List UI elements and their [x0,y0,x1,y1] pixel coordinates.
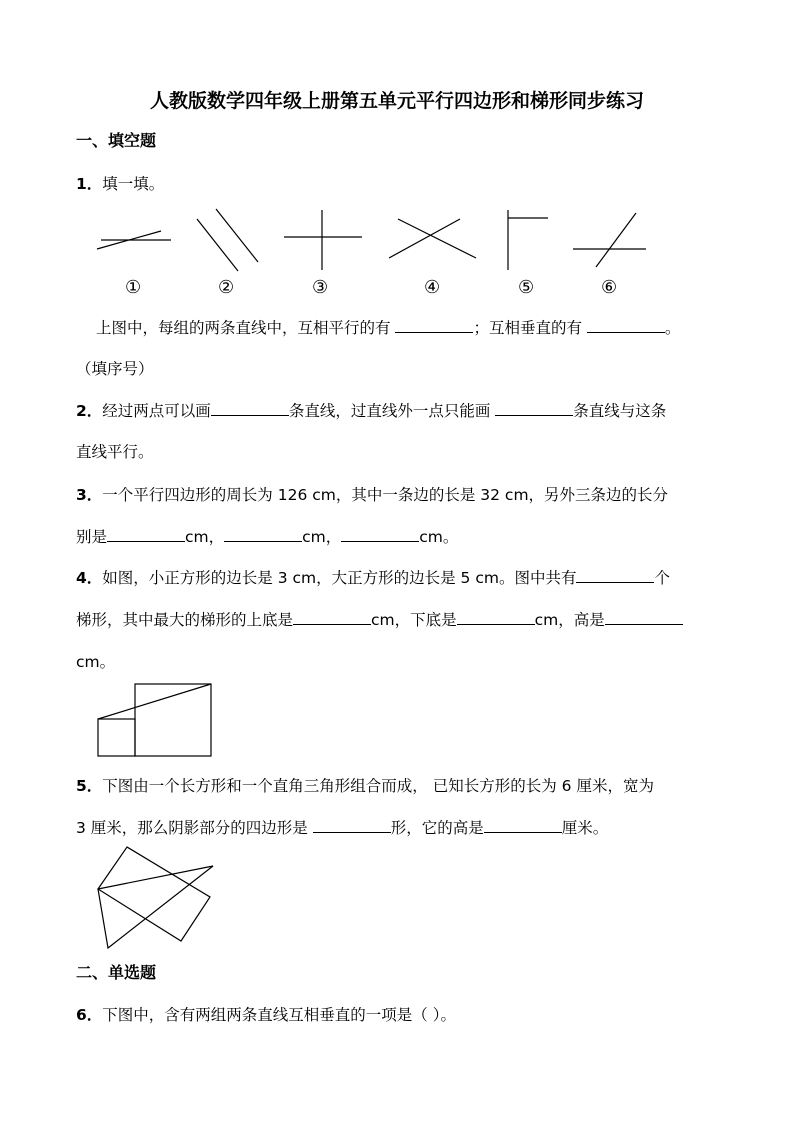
squares-figure [98,684,211,756]
question-2: 2．经过两点可以画 条直线，过直线外一点只能画 条直线与这条 [76,402,667,420]
blank-parallel[interactable] [395,318,473,333]
section-heading-fill-blanks: 一、填空题 [76,131,157,150]
diagonal-line [98,684,211,719]
blank-q4-bottom[interactable] [457,610,535,625]
label-2: ② [218,277,235,298]
rectangle-triangle-figure [98,847,213,948]
blank-q5-shape[interactable] [313,818,391,833]
question-text: 填一填。 [102,175,165,193]
label-4: ④ [424,277,441,298]
question-4-cont: 梯形，其中最大的梯形的上底是 cm，下底是 cm，高是 [76,608,683,630]
question-1-note: （填序号） [76,360,154,378]
section-heading-single-choice: 二、单选题 [76,963,157,982]
page-title: 人教版数学四年级上册第五单元平行四边形和梯形同步练习 [149,90,644,112]
blank-q2-1[interactable] [211,401,289,416]
blank-q4-count[interactable] [576,568,654,583]
blank-q4-top[interactable] [293,610,371,625]
question-5: 5．下图由一个长方形和一个直角三角形组合而成， 已知长方形的长为 6 厘米，宽为 [76,777,654,795]
question-1-fill-line: 上图中，每组的两条直线中，互相平行的有 ；互相垂直的有 。 [96,319,681,337]
question-2-cont: 直线平行。 [76,443,154,461]
label-6: ⑥ [601,277,618,298]
question-3-cont: 别是 cm， cm， cm。 [76,528,459,546]
rectangle [98,847,210,941]
small-square [98,719,135,756]
blank-q2-2[interactable] [495,401,573,416]
blank-q3-3[interactable] [341,527,419,542]
right-triangle [98,866,213,948]
large-square [135,684,211,756]
question-4: 4．如图，小正方形的边长是 3 cm，大正方形的边长是 5 cm。图中共有 个 [76,569,670,587]
blank-q5-height[interactable] [484,818,562,833]
blank-q4-height[interactable] [605,610,683,625]
question-4-unit: cm。 [76,653,116,671]
label-5: ⑤ [518,277,535,298]
question-6: 6．下图中，含有两组两条直线互相垂直的一项是（ ）。 [76,1006,456,1024]
pair-4-line-b [398,219,476,258]
label-3: ③ [312,277,329,298]
pair-2-line-b [216,209,258,262]
pair-6-line-b [596,213,636,267]
blank-q3-2[interactable] [224,527,302,542]
pair-4-line-a [389,219,460,258]
question-number: 1． [76,175,103,193]
blank-q3-1[interactable] [107,527,185,542]
label-1: ① [125,277,142,298]
pair-2-line-a [197,219,238,271]
question-5-cont: 3 厘米，那么阴影部分的四边形是 形，它的高是 厘米。 [76,819,609,837]
blank-perpendicular[interactable] [587,318,665,333]
question-3: 3．一个平行四边形的周长为 126 cm，其中一条边的长是 32 cm，另外三条边的长分 [76,486,669,504]
